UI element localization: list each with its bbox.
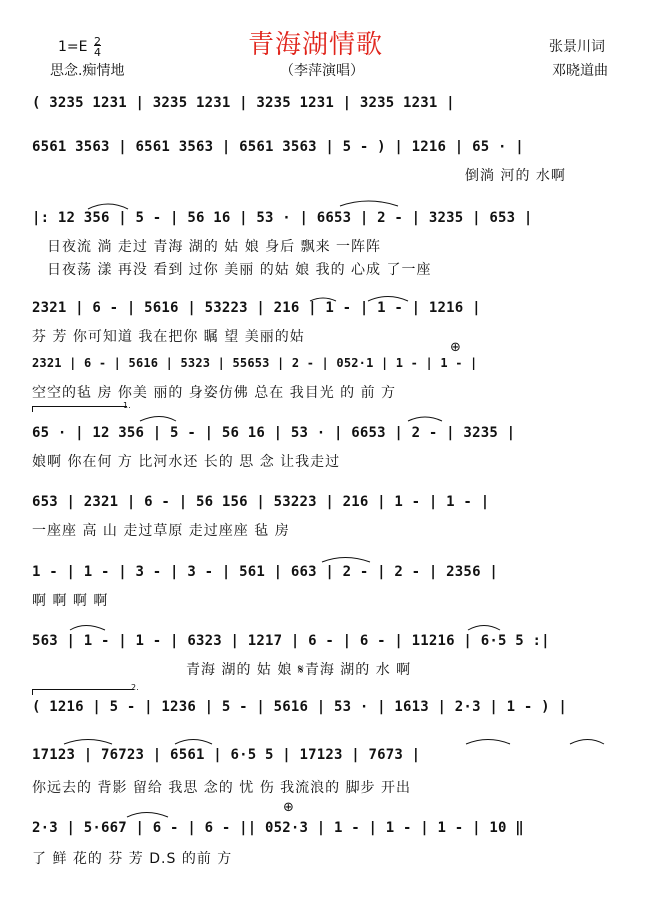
notation-row-5: 2321 | 6 - | 5616 | 5323 | 55653 | 2 - | 052·1 | 1 - | 1 - | (32, 356, 478, 370)
notation-row-11: 17123 | 76723 | 6561 | 6·5 5 | 17123 | 7673 | (32, 747, 421, 763)
lyric-row-7: 一座座 高 山 走过草原 走过座座 毡 房 (32, 523, 290, 539)
singer-credit: （李萍演唱） (280, 63, 364, 79)
lyric-row-3-verse-1: 日夜流 淌 走过 青海 湖的 姑 娘 身后 飘来 一阵阵 (47, 239, 382, 255)
song-title: 青海湖情歌 (248, 30, 384, 60)
slur-mark (368, 297, 408, 302)
lyric-row-5: 空空的毡 房 你美 丽的 身姿仿佛 总在 我目光 的 前 方 (32, 385, 397, 401)
notation-row-6: 65 · | 12 356 | 5 - | 56 16 | 53 · | 6653 | 2 - | 3235 | (32, 425, 516, 441)
slur-mark (140, 417, 176, 422)
notation-row-1: ( 3235 1231 | 3235 1231 | 3235 1231 | 3235 1231 | (32, 95, 455, 111)
slur-mark (340, 201, 398, 206)
notation-row-10: ( 1216 | 5 - | 1236 | 5 - | 5616 | 53 · | 1613 | 2·3 | 1 - ) | (32, 699, 567, 715)
slur-mark (408, 417, 442, 421)
slur-mark (88, 204, 128, 209)
notation-row-9: 563 | 1 - | 1 - | 6323 | 1217 | 6 - | 6 - | 11216 | 6·5 5 :| (32, 633, 550, 649)
slur-mark (175, 740, 212, 745)
volta-2-label: 2. (131, 683, 139, 692)
slur-mark (127, 813, 168, 818)
volta-1-label: 1. (123, 401, 131, 410)
lyric-row-9: 青海 湖的 姑 娘 𝄋青海 湖的 水 啊 (186, 662, 412, 678)
lyric-row-11: 你远去的 背影 留给 我思 念的 忧 伤 我流浪的 脚步 开出 (32, 780, 412, 796)
slur-mark (468, 626, 500, 631)
coda-icon-2: ⊕ (283, 800, 294, 815)
slur-mark (64, 740, 112, 745)
lyric-row-6: 娘啊 你在何 方 比河水还 长的 思 念 让我走过 (32, 454, 341, 470)
time-signature: $\frac{2}{4}$ (93, 35, 101, 59)
notation-row-2: 6561 3563 | 6561 3563 | 6561 3563 | 5 - ) | 1216 | 65 · | (32, 139, 524, 155)
lyric-row-2: 倒淌 河的 水啊 (465, 168, 566, 184)
notation-row-3: |: 12 356 | 5 - | 56 16 | 53 · | 6653 | 2 - | 3235 | 653 | (32, 210, 533, 226)
lyric-row-3-verse-2: 日夜荡 漾 再没 看到 过你 美丽 的姑 娘 我的 心成 了一座 (47, 262, 432, 278)
slur-mark (570, 740, 604, 745)
tempo-mood: 思念.痴情地 (50, 63, 125, 79)
key-label: 1=E (58, 39, 88, 55)
lyric-row-8: 啊 啊 啊 啊 (32, 593, 109, 609)
slur-mark (310, 298, 336, 301)
lyric-row-4: 芬 芳 你可知道 我在把你 瞩 望 美丽的姑 (32, 329, 305, 345)
slur-mark (466, 740, 510, 745)
composer-credit: 邓晓道曲 (552, 63, 608, 79)
coda-icon: ⊕ (450, 340, 461, 355)
notation-row-4: 2321 | 6 - | 5616 | 53223 | 216 | 1 - | 1 - | 1216 | (32, 300, 481, 316)
notation-row-12: 2·3 | 5·667 | 6 - | 6 - || 052·3 | 1 - | 1 - | 1 - | 10 ‖ (32, 820, 524, 836)
slur-mark (322, 558, 370, 563)
lyricist-credit: 张景川词 (549, 39, 605, 55)
notation-row-8: 1 - | 1 - | 3 - | 3 - | 561 | 663 | 2 - | 2 - | 2356 | (32, 564, 498, 580)
slur-mark (70, 626, 105, 631)
lyric-row-12: 了 鲜 花的 芬 芳 D.S 的前 方 (32, 851, 233, 867)
notation-row-7: 653 | 2321 | 6 - | 56 156 | 53223 | 216 | 1 - | 1 - | (32, 494, 490, 510)
